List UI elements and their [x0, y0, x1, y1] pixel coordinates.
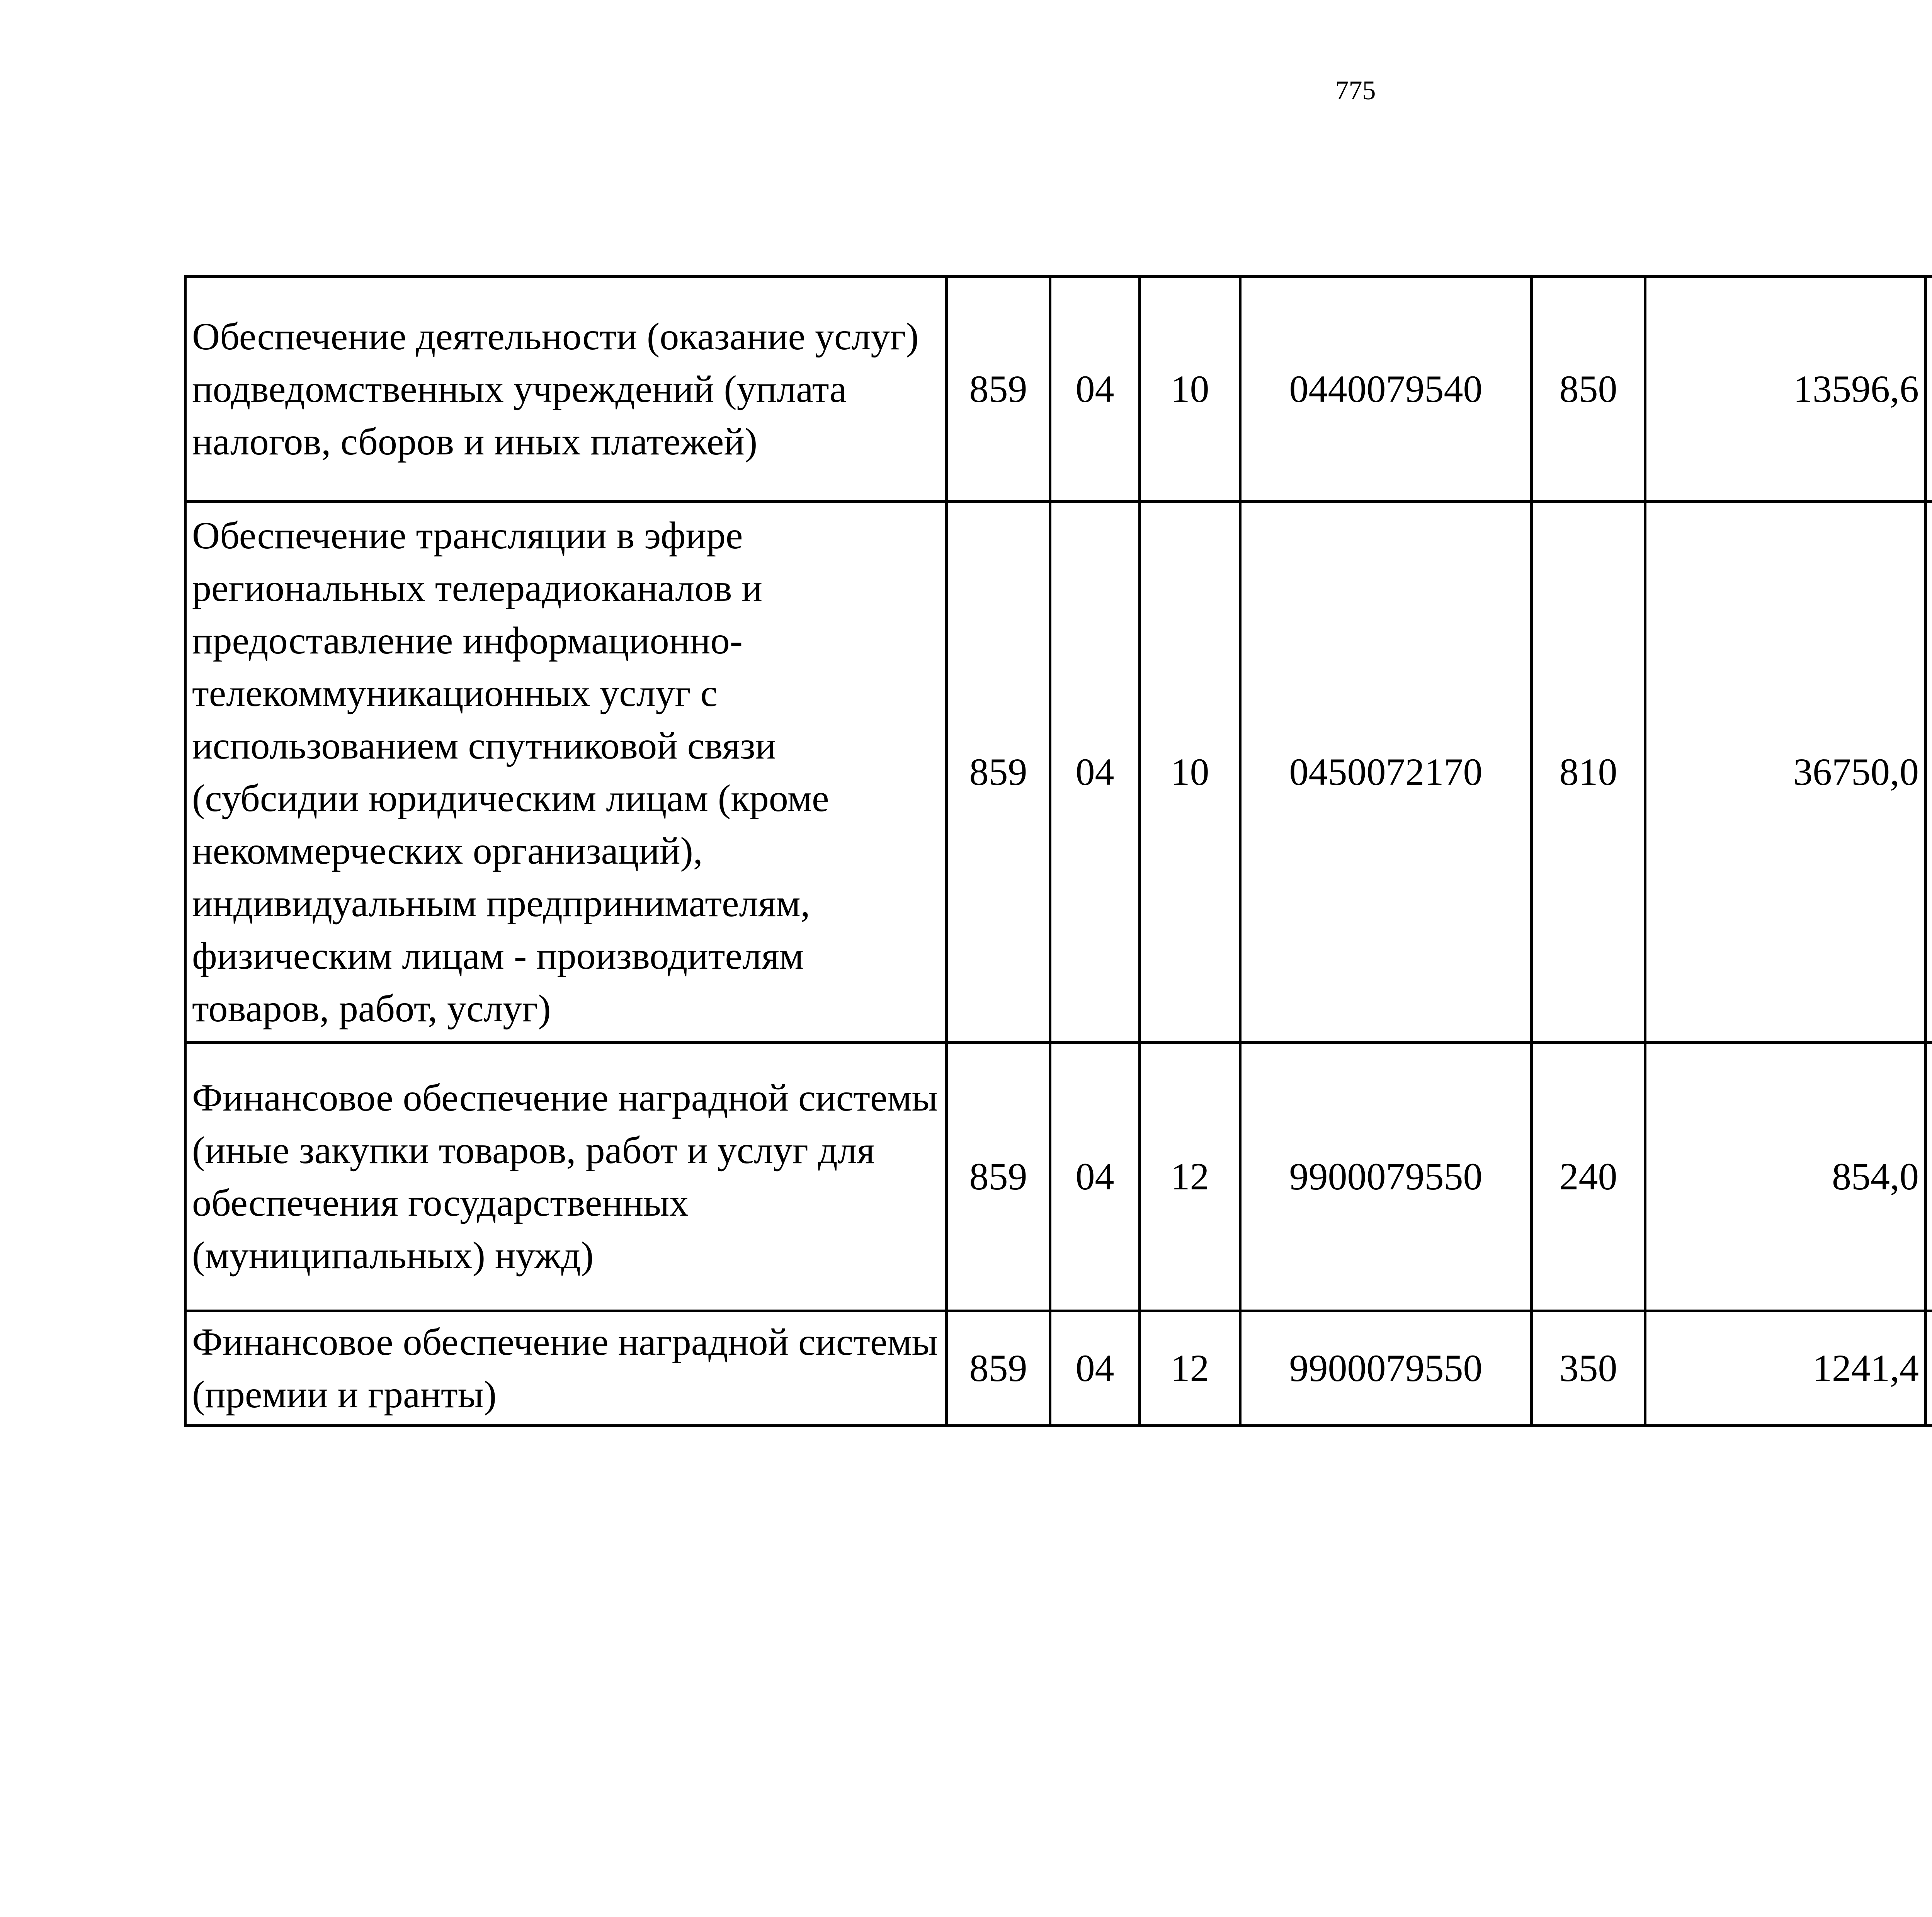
row-description: Обеспечение трансляции в эфире региональных телерадиоканалов и предоставление информационно-телекоммуникационных услуг с использованием спутниковой связи (субсидии юридическим лицам (кроме некоммерческих организаций), индивидуальным предпринимателям, физическим лицам - производителям товаров, работ, услуг)	[185, 502, 947, 1043]
ministry-code: 859	[947, 1043, 1050, 1311]
subsection-code: 12	[1140, 1043, 1240, 1311]
ministry-code: 859	[947, 502, 1050, 1043]
ministry-code: 859	[947, 277, 1050, 502]
expense-type-code: 240	[1532, 1043, 1645, 1311]
subsection-code: 10	[1140, 277, 1240, 502]
target-article-code: 0450072170	[1240, 502, 1532, 1043]
amount-2	[1926, 502, 1932, 1043]
section-code: 04	[1050, 502, 1140, 1043]
table-row	[185, 1043, 1932, 1311]
ministry-code: 859	[947, 1311, 1050, 1426]
row-description: Обеспечение деятельности (оказание услуг) подведомственных учреждений (уплата налогов, сборов и иных платежей)	[185, 277, 947, 502]
row-description: Финансовое обеспечение наградной системы (иные закупки товаров, работ и услуг для обеспечения государственных (муниципальных) нужд)	[185, 1043, 947, 1311]
row-description: Финансовое обеспечение наградной системы (премии и гранты)	[185, 1311, 947, 1426]
expense-type-code: 810	[1532, 502, 1645, 1043]
amount-2	[1926, 1311, 1932, 1426]
amount-1: 854,0	[1645, 1043, 1926, 1311]
amount-1: 36750,0	[1645, 502, 1926, 1043]
section-code: 04	[1050, 1311, 1140, 1426]
budget-table	[184, 275, 1932, 1427]
section-code: 04	[1050, 277, 1140, 502]
expense-type-code: 850	[1532, 277, 1645, 502]
table-row	[185, 1311, 1932, 1426]
target-article-code: 9900079550	[1240, 1043, 1532, 1311]
subsection-code: 10	[1140, 502, 1240, 1043]
page-number: 775	[1335, 76, 1376, 105]
section-code: 04	[1050, 1043, 1140, 1311]
target-article-code: 0440079540	[1240, 277, 1532, 502]
table-row	[185, 502, 1932, 1043]
amount-1: 1241,4	[1645, 1311, 1926, 1426]
expense-type-code: 350	[1532, 1311, 1645, 1426]
amount-2	[1926, 1043, 1932, 1311]
amount-2	[1926, 277, 1932, 502]
amount-1: 13596,6	[1645, 277, 1926, 502]
target-article-code: 9900079550	[1240, 1311, 1532, 1426]
subsection-code: 12	[1140, 1311, 1240, 1426]
table-row	[185, 277, 1932, 502]
